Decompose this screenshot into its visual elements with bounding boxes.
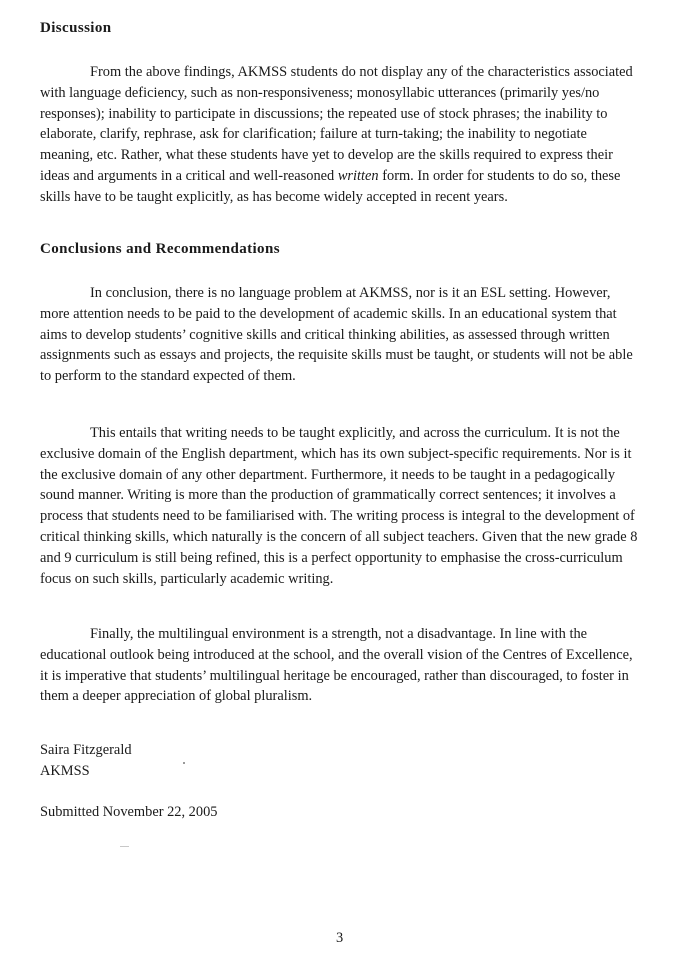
discussion-text-after: form. In order for students to do so, these skills have to be taught explicitly, as has become widely accepted in recent years.: [40, 167, 621, 205]
author-organization: AKMSS: [40, 763, 90, 779]
section-heading-discussion: Discussion: [40, 20, 112, 36]
conclusions-paragraph-3: Finally, the multilingual environment is a strength, not a disadvantage. In line with the educational outlook being introduced at the school, and the overall vision of the Centres of Excellence, it is imperative that students’ multilingual heritage be encouraged, rather than discouraged, to foster in them a deeper appreciation of global pluralism.: [40, 626, 633, 705]
section-heading-conclusions: Conclusions and Recommendations: [40, 241, 280, 257]
conclusions-paragraph-2: This entails that writing needs to be taught explicitly, and across the curriculum. It is not the exclusive domain of the English department, which has its own subject-specific requirements. Nor is it the exclusive domain of any other department. Furthermore, it needs to be taught in a pedagogically sound manner. Writing is more than the production of grammatically correct sentences; it involves a process that students need to be familiarised with. The writing process is integral to the development of critical thinking skills, which naturally is the concern of all subject teachers. Given that the new grade 8 and 9 curriculum is still being refined, this is a perfect opportunity to emphasise the cross-curriculum focus on such skills, particularly academic writing.: [40, 425, 638, 587]
scan-speck: [120, 846, 129, 847]
discussion-text-before: From the above findings, AKMSS students do not display any of the characteristics associated with language deficiency, such as non-responsiveness; monosyllabic utterances (primarily yes/no responses); inability to participate in discussions; the repeated use of stock phrases; the inability to elaborate, clarify, rephrase, ask for clarification; failure at turn-taking; the inability to negotiate meaning, etc. Rather, what these students have yet to develop are the skills required to express their ideas and arguments in a critical and well-reasoned: [40, 64, 633, 184]
author-name: Saira Fitzgerald: [40, 742, 132, 758]
discussion-paragraph: [40, 62, 640, 208]
conclusions-paragraph-1: In conclusion, there is no language problem at AKMSS, nor is it an ESL setting. However, more attention needs to be paid to the development of academic skills. In an educational system that aims to develop students’ cognitive skills and critical thinking abilities, as assessed through written assignments such as essays and projects, the requisite skills must be taught, or students will not be able to perform to the standard expected of them.: [40, 285, 633, 385]
emphasis-written: written: [337, 167, 379, 184]
submission-date: Submitted November 22, 2005: [40, 804, 218, 820]
scan-speck: [183, 762, 185, 764]
page-number: 3: [336, 930, 344, 946]
